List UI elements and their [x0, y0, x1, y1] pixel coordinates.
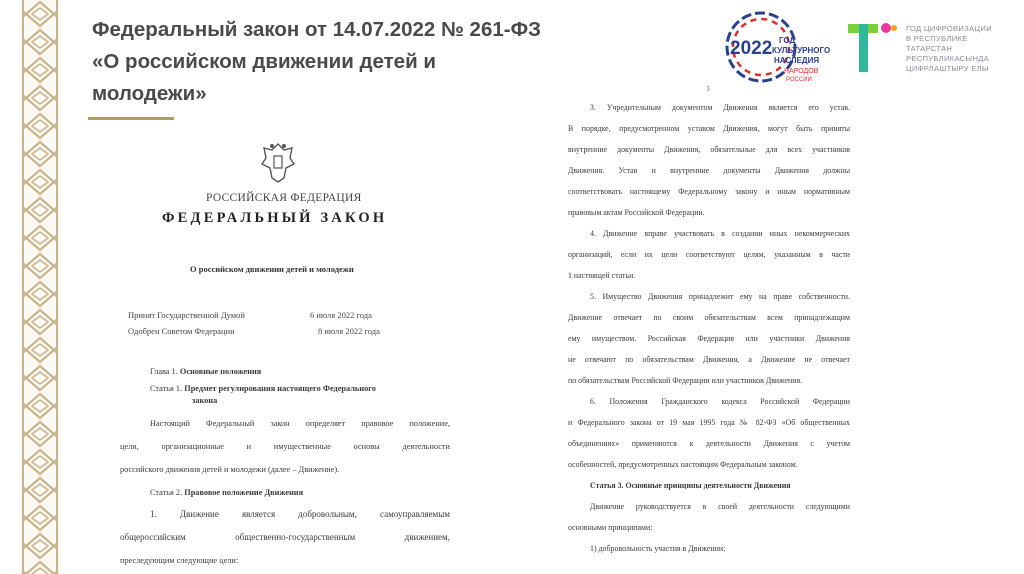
article-2-heading — [150, 481, 303, 504]
page-text-line: Движение руководствуется в своей деятельности следующими — [590, 502, 850, 511]
page-text-line: Движение отвечает по своим обязательствам всем принадлежащим — [568, 313, 850, 322]
title-underline — [88, 117, 174, 120]
article-1-text-line-2: цели, организационные и имущественные основы деятельности — [120, 442, 450, 451]
article-2-title: Правовое положение Движения — [184, 488, 304, 497]
page-text-line: 5. Имущество Движения принадлежит ему на праве собственности. — [590, 292, 850, 301]
page-text-line: правовым актам Российской Федерации. — [568, 208, 705, 217]
document-type: ФЕДЕРАЛЬНЫЙ ЗАКОН — [162, 210, 388, 226]
page-text-line: 4. Движение вправе участвовать в создании иных некоммерческих — [590, 229, 850, 238]
article-2-text-line-2: общероссийским общественно-государственным движением, — [120, 532, 450, 542]
digital-line-4: РЕСПУБЛИКАСЫНДА — [906, 54, 990, 63]
law-name: О российском движении детей и молодежи — [190, 264, 354, 274]
page-text-line: 1) добровольность участия в Движении; — [590, 544, 726, 553]
page-text-line: соответствовать настоящему Федеральному закону и иным нормативным — [568, 187, 850, 196]
document-page-1 — [106, 130, 460, 574]
year-logo-label-2: КУЛЬТУРНОГО — [772, 46, 831, 55]
page-text-line: ему имуществом. Российская Федерация или участники Движения — [568, 334, 850, 343]
page-text-line: В порядке, предусмотренном уставом Движения, могут быть приняты — [568, 124, 850, 133]
coat-of-arms-emblem — [258, 140, 298, 184]
digital-line-2: В РЕСПУБЛИКЕ — [906, 34, 968, 43]
year-logo-label-5: РОССИИ — [786, 77, 812, 83]
page-text-line: 3. Учредительным документом Движения является его устав. — [590, 103, 850, 112]
title-line-3: молодежи» — [92, 82, 207, 105]
article-1-text-line-1: Настоящий Федеральный закон определяет правовое положение, — [150, 419, 450, 428]
ornament-border — [20, 0, 60, 574]
page-text-line: и Федерального закона от 19 мая 1995 года № 82-ФЗ «Об общественных — [568, 418, 850, 427]
year-logo-year: 2022 — [730, 38, 773, 59]
digital-line-3: ТАТАРСТАН — [906, 44, 953, 53]
page-text-line: Движения. Устав и внутренние документы Движения должны — [568, 166, 850, 175]
title-line-2: «О российском движении детей и — [92, 50, 436, 73]
document-country: РОССИЙСКАЯ ФЕДЕРАЦИЯ — [206, 192, 362, 204]
article-2-text-line-3: преследующим следующие цели: — [120, 556, 239, 565]
page-number: 3 — [706, 84, 710, 93]
article-3-heading: Статья 3. Основные принципы деятельности Движения — [590, 481, 791, 490]
year-logo-label-1: ГОД — [779, 36, 796, 45]
approved-label: Одобрен Советом Федерации — [128, 326, 235, 336]
t-letter-icon — [848, 20, 898, 76]
page-text-line: не отвечают по обязательствам Движения, а Движение не отвечает — [568, 355, 850, 364]
article-1-number: Статья 1. — [150, 384, 183, 393]
digitalization-year-text — [906, 24, 1018, 74]
adopted-label: Принят Государственной Думой — [128, 310, 245, 320]
digital-line-5: ЦИФРЛАШТЫРУ ЕЛЫ — [906, 64, 989, 73]
page-text-line: организаций, если их цели соответствуют целям, указанным в части — [568, 250, 850, 259]
article-1-text-line-3: российского движения детей и молодежи (далее – Движение). — [120, 465, 340, 474]
document-page-3 — [560, 82, 852, 574]
digitalization-year-logo — [848, 20, 1018, 80]
chapter-heading — [150, 360, 261, 383]
cultural-heritage-year-logo — [724, 10, 836, 84]
title-line-1: Федеральный закон от 14.07.2022 № 261-ФЗ — [92, 18, 541, 41]
page-text-line: внутренние документы Движения, обязательные для всех участников — [568, 145, 850, 154]
page-text-line: основными принципами: — [568, 523, 653, 532]
page-text-line: особенностей, предусмотренных настоящим Федеральным законом. — [568, 460, 798, 469]
chapter-number: Глава 1. — [150, 367, 178, 376]
year-logo-label-3: НАСЛЕДИЯ — [774, 56, 820, 65]
article-1-title-line-2: закона — [192, 396, 218, 405]
article-1-title-line-1: Предмет регулирования настоящего Федерального — [184, 384, 376, 393]
article-2-text-line-1: 1. Движение является добровольным, самоуправляемым — [150, 509, 450, 519]
page-text-line: по обязательствам Российской Федерации или участников Движения. — [568, 376, 803, 385]
page-text-line: объединениях» применяются к деятельности Движения с учетом — [568, 439, 850, 448]
year-logo-label-4: НАРОДОВ — [784, 68, 819, 75]
page-text-line: 1 настоящей статьи. — [568, 271, 636, 280]
approved-date: 8 июля 2022 года — [318, 326, 380, 336]
digital-line-1: ГОД ЦИФРОВИЗАЦИИ — [906, 24, 992, 33]
article-2-number: Статья 2. — [150, 488, 183, 497]
page-text-line: 6. Положения Гражданского кодекса Российской Федерации — [590, 397, 850, 406]
adopted-date: 6 июля 2022 года — [310, 310, 372, 320]
article-1-heading — [150, 383, 376, 407]
chapter-title: Основные положения — [179, 367, 262, 376]
